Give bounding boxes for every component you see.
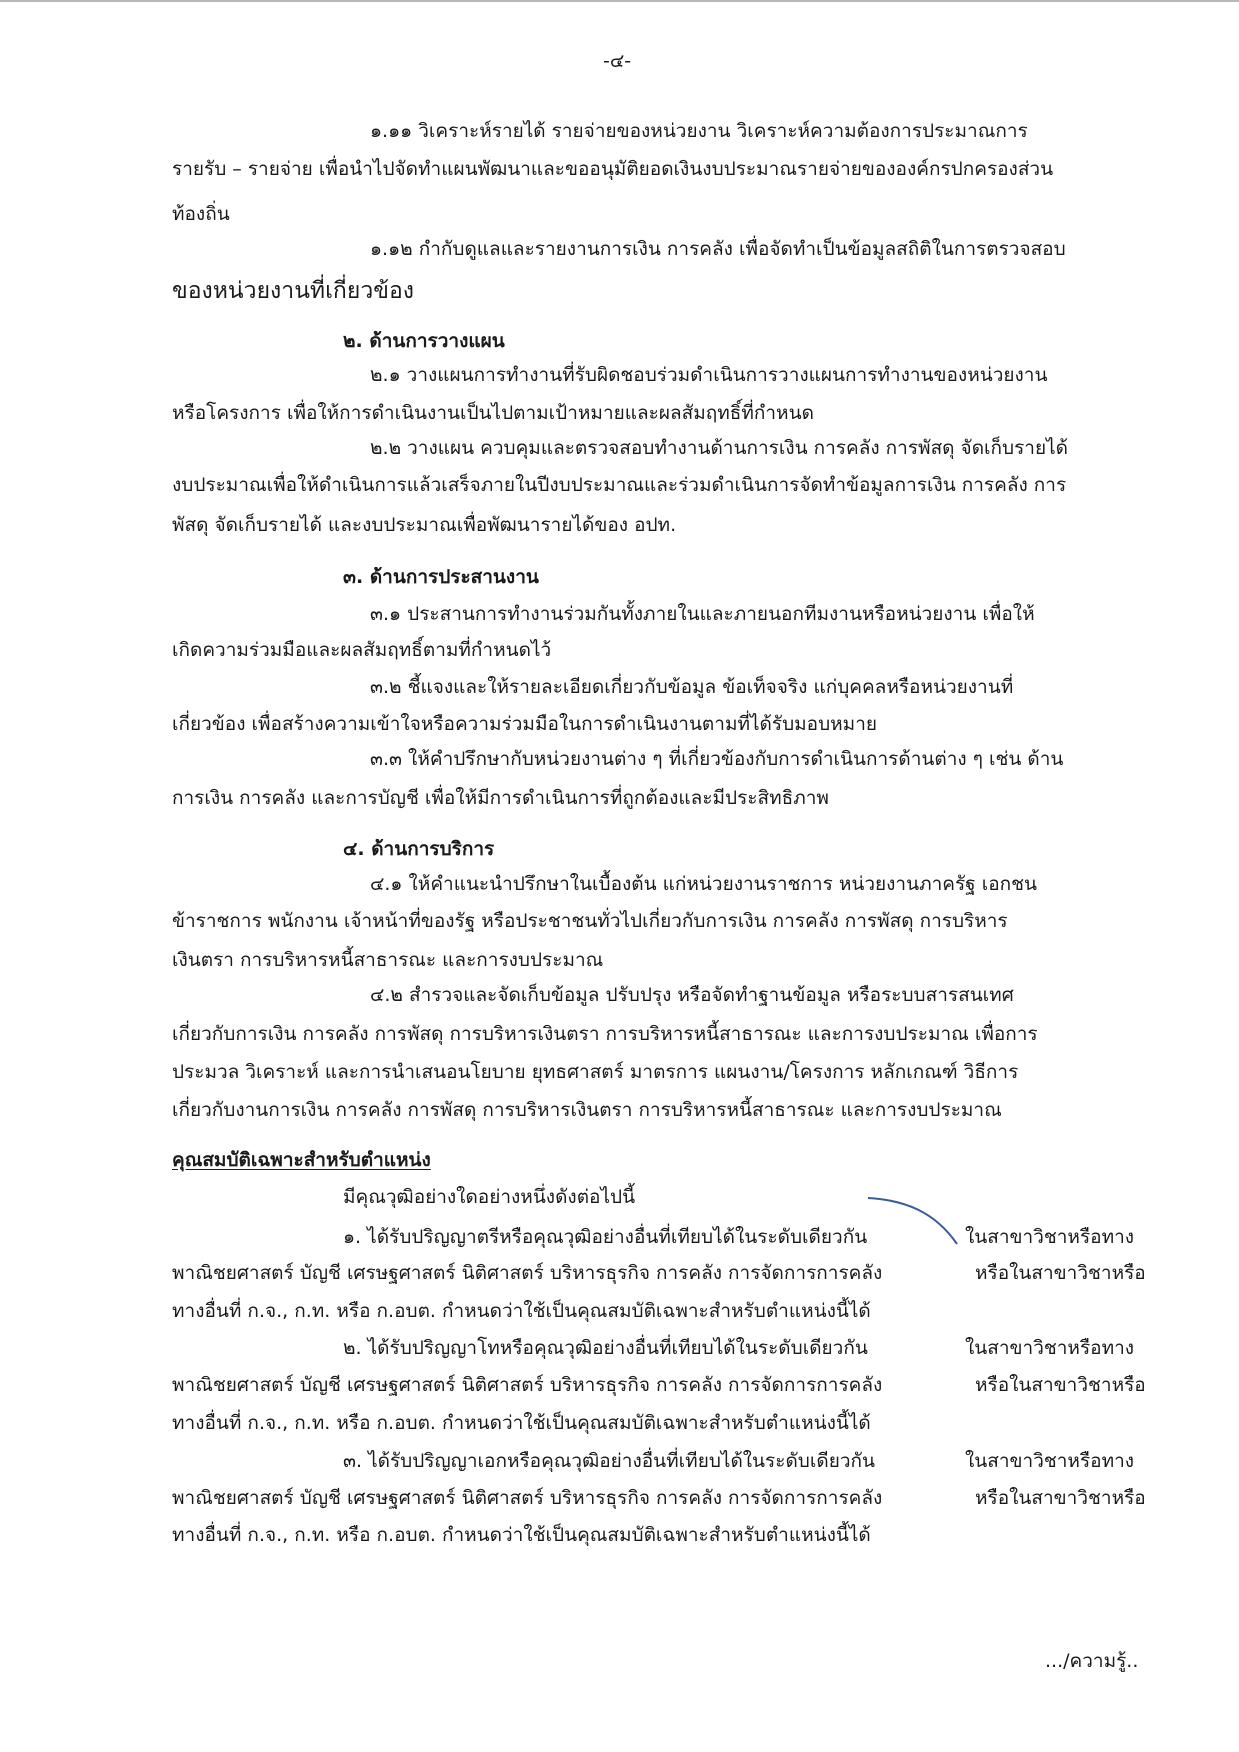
section-3-heading: ๓. ด้านการประสานงาน — [343, 566, 539, 588]
item-4-1-lead: ๔.๑ ให้คำแนะนำปรึกษาในเบื้องต้น แก่หน่วยงานราชการ หน่วยงานภาครัฐ เอกชน — [370, 873, 1037, 895]
qualification-1-lead: ๑. ได้รับปริญญาตรีหรือคุณวุฒิอย่างอื่นที่เทียบได้ในระดับเดียวกัน — [343, 1226, 868, 1248]
item-1-11-lead: ๑.๑๑ วิเคราะห์รายได้ รายจ่ายของหน่วยงาน วิเคราะห์ความต้องการประมาณการ — [370, 120, 1028, 142]
qualification-1-line-2: พาณิชยศาสตร์ บัญชี เศรษฐศาสตร์ นิติศาสตร์ บริหารธุรกิจ การคลัง การจัดการการคลัง — [172, 1262, 883, 1284]
qualifications-intro: มีคุณวุฒิอย่างใดอย่างหนึ่งดังต่อไปนี้ — [343, 1186, 636, 1208]
qualification-3-lead: ๓. ได้รับปริญญาเอกหรือคุณวุฒิอย่างอื่นที่เทียบได้ในระดับเดียวกัน — [343, 1450, 875, 1472]
qualification-2-line-2: พาณิชยศาสตร์ บัญชี เศรษฐศาสตร์ นิติศาสตร์ บริหารธุรกิจ การคลัง การจัดการการคลัง — [172, 1374, 883, 1396]
item-3-2-line-2: เกี่ยวข้อง เพื่อสร้างความเข้าใจหรือความร่วมมือในการดำเนินงานตามที่ได้รับมอบหมาย — [172, 713, 877, 735]
item-2-2-line-3: พัสดุ จัดเก็บรายได้ และงบประมาณเพื่อพัฒนารายได้ของ อปท. — [172, 514, 677, 536]
qualification-3-line-2: พาณิชยศาสตร์ บัญชี เศรษฐศาสตร์ นิติศาสตร์ บริหารธุรกิจ การคลัง การจัดการการคลัง — [172, 1487, 883, 1509]
page-number: -๔- — [603, 50, 632, 72]
page-top-edge — [0, 0, 1239, 2]
qualification-3-line-3: ทางอื่นที่ ก.จ., ก.ท. หรือ ก.อบต. กำหนดว่าใช้เป็นคุณสมบัติเฉพาะสำหรับตำแหน่งนี้ได้ — [172, 1524, 871, 1546]
item-4-2-lead: ๔.๒ สำรวจและจัดเก็บข้อมูล ปรับปรุง หรือจัดทำฐานข้อมูล หรือระบบสารสนเทศ — [370, 984, 1014, 1006]
item-4-2-line-4: เกี่ยวกับงานการเงิน การคลัง การพัสดุ การบริหารเงินตรา การบริหารหนี้สาธารณะ และการงบประมาณ — [172, 1099, 1002, 1121]
qualification-2-line-3: ทางอื่นที่ ก.จ., ก.ท. หรือ ก.อบต. กำหนดว่าใช้เป็นคุณสมบัติเฉพาะสำหรับตำแหน่งนี้ได้ — [172, 1412, 871, 1434]
item-1-11-line-3: ท้องถิ่น — [172, 203, 230, 225]
qualification-3-line-2-tail: หรือในสาขาวิชาหรือ — [975, 1487, 1146, 1509]
item-3-1-line-2: เกิดความร่วมมือและผลสัมฤทธิ์ตามที่กำหนดไว้ — [172, 639, 552, 661]
item-4-1-line-3: เงินตรา การบริหารหนี้สาธารณะ และการงบประมาณ — [172, 949, 604, 971]
item-2-2-line-2: งบประมาณเพื่อให้ดำเนินการแล้วเสร็จภายในปีงบประมาณและร่วมดำเนินการจัดทำข้อมูลการเงิน การคลัง การ — [172, 474, 1067, 496]
item-1-12-lead: ๑.๑๒ กำกับดูแลและรายงานการเงิน การคลัง เพื่อจัดทำเป็นข้อมูลสถิติในการตรวจสอบ — [370, 238, 1066, 260]
continuation-marker: .../ความรู้.. — [1045, 1650, 1139, 1672]
item-4-2-line-3: ประมวล วิเคราะห์ และการนำเสนอนโยบาย ยุทธศาสตร์ มาตรการ แผนงาน/โครงการ หลักเกณฑ์ วิธีการ — [172, 1061, 1019, 1083]
section-4-heading: ๔. ด้านการบริการ — [343, 838, 495, 860]
item-3-1-lead: ๓.๑ ประสานการทำงานร่วมกันทั้งภายในและภายนอกทีมงานหรือหน่วยงาน เพื่อให้ — [370, 603, 1035, 625]
item-2-2-lead: ๒.๒ วางแผน ควบคุมและตรวจสอบทำงานด้านการเงิน การคลัง การพัสดุ จัดเก็บรายได้ — [370, 437, 1068, 459]
item-3-3-line-2: การเงิน การคลัง และการบัญชี เพื่อให้มีการดำเนินการที่ถูกต้องและมีประสิทธิภาพ — [172, 787, 829, 809]
qualification-1-line-3: ทางอื่นที่ ก.จ., ก.ท. หรือ ก.อบต. กำหนดว่าใช้เป็นคุณสมบัติเฉพาะสำหรับตำแหน่งนี้ได้ — [172, 1300, 871, 1322]
item-3-3-lead: ๓.๓ ให้คำปรึกษากับหน่วยงานต่าง ๆ ที่เกี่ยวข้องกับการดำเนินการด้านต่าง ๆ เช่น ด้าน — [370, 748, 1064, 770]
item-1-11-line-2: รายรับ – รายจ่าย เพื่อนำไปจัดทำแผนพัฒนาและขออนุมัติยอดเงินงบประมาณรายจ่ายขององค์กรปกครองส่วน — [172, 158, 1054, 180]
qualifications-heading: คุณสมบัติเฉพาะสำหรับตำแหน่ง — [172, 1149, 431, 1171]
qualification-2-lead: ๒. ได้รับปริญญาโทหรือคุณวุฒิอย่างอื่นที่เทียบได้ในระดับเดียวกัน — [343, 1337, 868, 1359]
item-1-12-line-2: ของหน่วยงานที่เกี่ยวข้อง — [172, 278, 415, 304]
item-3-2-lead: ๓.๒ ชี้แจงและให้รายละเอียดเกี่ยวกับข้อมูล ข้อเท็จจริง แก่บุคคลหรือหน่วยงานที่ — [370, 676, 1014, 698]
item-4-1-line-2: ข้าราชการ พนักงาน เจ้าหน้าที่ของรัฐ หรือประชาชนทั่วไปเกี่ยวกับการเงิน การคลัง การพัสดุ การบริหาร — [172, 910, 1008, 932]
qualification-2-line-2-tail: หรือในสาขาวิชาหรือ — [975, 1374, 1146, 1396]
qualification-3-lead-tail: ในสาขาวิชาหรือทาง — [965, 1450, 1135, 1472]
item-2-1-lead: ๒.๑ วางแผนการทำงานที่รับผิดชอบร่วมดำเนินการวางแผนการทำงานของหน่วยงาน — [370, 364, 1048, 386]
item-4-2-line-2: เกี่ยวกับการเงิน การคลัง การพัสดุ การบริหารเงินตรา การบริหารหนี้สาธารณะ และการงบประมาณ เพื่อการ — [172, 1023, 1038, 1045]
section-2-heading: ๒. ด้านการวางแผน — [343, 330, 505, 352]
qualification-1-lead-tail: ในสาขาวิชาหรือทาง — [965, 1226, 1135, 1248]
qualification-1-line-2-tail: หรือในสาขาวิชาหรือ — [975, 1262, 1146, 1284]
qualification-2-lead-tail: ในสาขาวิชาหรือทาง — [965, 1337, 1135, 1359]
item-2-1-line-2: หรือโครงการ เพื่อให้การดำเนินงานเป็นไปตามเป้าหมายและผลสัมฤทธิ์ที่กำหนด — [172, 402, 814, 424]
